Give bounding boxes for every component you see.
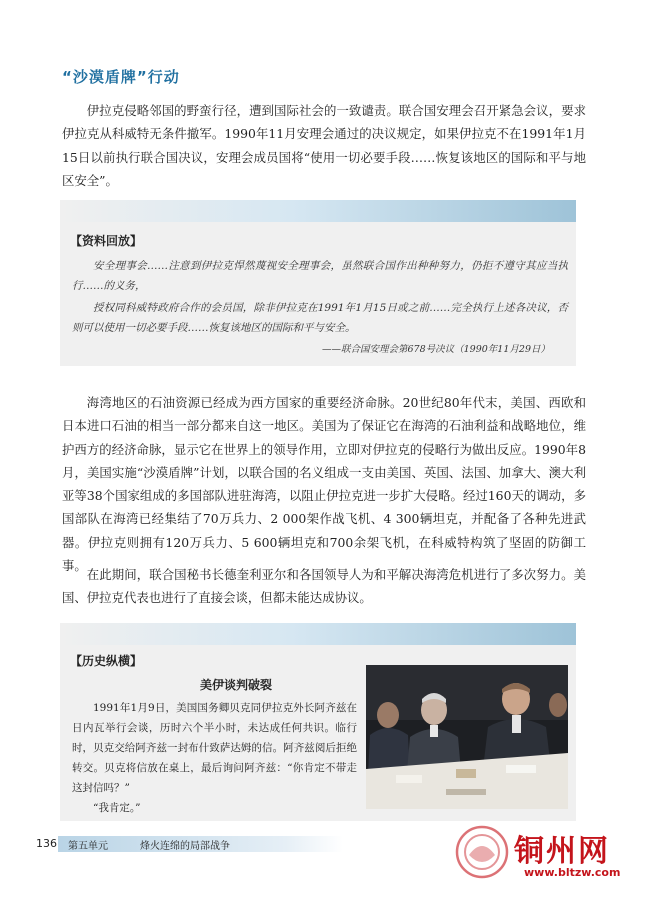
story-text xyxy=(72,698,357,818)
review-box-band xyxy=(60,200,576,222)
history-box-tag: 【历史纵横】 xyxy=(70,654,143,668)
section-title: “沙漠盾牌”行动 xyxy=(62,68,180,86)
page-number: 136 xyxy=(36,837,57,850)
watermark-logo-icon xyxy=(455,825,509,879)
footer-unit: 第五单元 xyxy=(68,841,108,852)
review-box-tag: 【资料回放】 xyxy=(70,234,143,248)
watermark-url: www.bltzw.com xyxy=(524,866,621,879)
review-quote-1: 安全理事会……注意到伊拉克悍然蔑视安全理事会，虽然联合国作出种种努力，仍拒不遵守其应当执行……的义务， xyxy=(72,260,568,292)
story-paragraph-1: 1991年1月9日，美国国务卿贝克同伊拉克外长阿齐兹在日内瓦举行会谈，历时六个半小时，未达成任何共识。临行时，贝克交给阿齐兹一封布什致萨达姆的信。阿齐兹阅后拒绝转交。贝克将信放在桌上，最后询问阿齐兹：“你肯定不带走这封信吗？” xyxy=(72,702,357,794)
negotiation-photo xyxy=(366,665,568,809)
watermark-text: 铜州网 xyxy=(514,834,610,869)
review-box xyxy=(60,200,576,366)
history-box-band xyxy=(60,623,576,645)
story-paragraph-2: “我肯定。” xyxy=(93,802,141,814)
paragraph-3: 在此期间，联合国秘书长德奎利亚尔和各国领导人为和平解决海湾危机进行了多次努力。美国、伊拉克代表也进行了直接会谈，但都未能达成协议。 xyxy=(62,567,586,606)
paragraph-1: 伊拉克侵略邻国的野蛮行径，遭到国际社会的一致谴责。联合国安理会召开紧急会议，要求伊拉克从科威特无条件撤军。1990年11月安理会通过的决议规定，如果伊拉克不在1991年1月15日以前执行联合国决议，安理会成员国将“使用一切必要手段……恢复该地区的国际和平与地区安全”。 xyxy=(62,103,586,188)
story-title: 美伊谈判破裂 xyxy=(200,678,273,692)
footer-topic: 烽火连绵的局部战争 xyxy=(140,841,230,852)
review-quote-2: 授权同科威特政府合作的会员国，除非伊拉克在1991年1月15日或之前……完全执行上述各决议，否则可以使用一切必要手段……恢复该地区的国际和平与安全。 xyxy=(72,302,568,334)
review-source: ——联合国安理会第678号决议（1990年11月29日） xyxy=(322,344,550,355)
paragraph-2: 海湾地区的石油资源已经成为西方国家的重要经济命脉。20世纪80年代末，美国、西欧和日本进口石油的相当一部分都来自这一地区。美国为了保证它在海湾的石油利益和战略地位，维护西方的经济命脉，显示它在世界上的领导作用，立即对伊拉克的侵略行为做出反应。1990年8月，美国实施“沙漠盾牌”计划，以联合国的名义组成一支由美国、英国、法国、加拿大、澳大利亚等38个国家组成的多国部队进驻海湾，以阻止伊拉克进一步扩大侵略。经过160天的调动，多国部队在海湾已经集结了70万兵力、2 000架作战飞机、4 300辆坦克，并配备了各种先进武器。伊拉克则拥有120万兵力、5 600辆坦克和700余架飞机，在科威特构筑了坚固的防御工事。 xyxy=(62,395,586,574)
history-box xyxy=(60,623,576,821)
